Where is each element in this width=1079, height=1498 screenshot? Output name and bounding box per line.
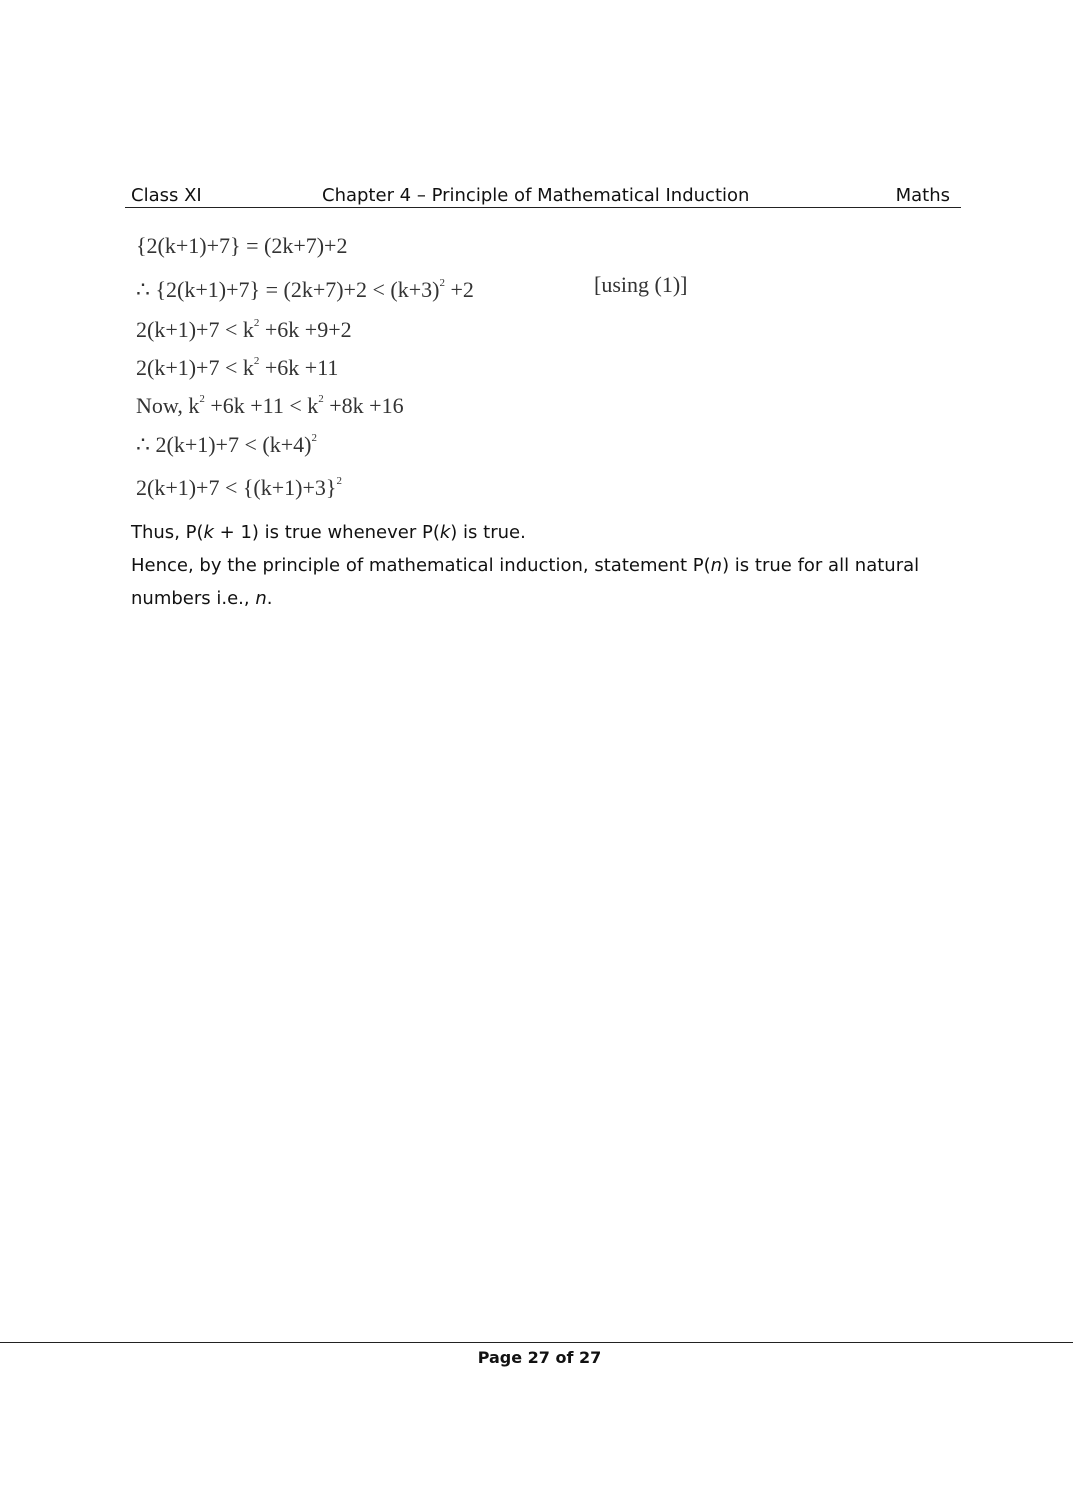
equation-6: ∴ $2(k+1)+7 < (k+4)^2$ (136, 431, 317, 457)
header-chapter: Chapter 4 – Principle of Mathematical Induction (322, 185, 750, 206)
equation-7: $2(k+1)+7 < \{(k+1)+3\}^2$ (136, 474, 342, 500)
page-number: Page 27 of 27 (477, 1348, 602, 1367)
equation-4: $2(k+1)+7 < k^2 +6k +11$ (136, 354, 339, 380)
equation-1: {2(k+1)+7} = (2k+7)+2 (136, 233, 348, 258)
header-class: Class XI (131, 185, 202, 206)
equation-3: $2(k+1)+7 < k^2 +6k +9+2$ (136, 316, 352, 342)
header-subject: Maths (895, 185, 950, 206)
equation-2: ∴ $\{2(k+1)+7\} = (2k+7)+2 < (k+3)^2 +2$ (136, 276, 474, 302)
footer-rule (0, 1342, 1073, 1343)
conclusion-line-3: numbers i.e., n. (131, 588, 273, 609)
equation-5: Now, $k^2 +6k +11 < k^2 +8k +16$ (136, 392, 404, 418)
conclusion-line-1: Thus, P(k + 1) is true whenever P(k) is true. (131, 522, 526, 543)
equation-2-note: [using (1)] (594, 272, 688, 297)
conclusion-line-2: Hence, by the principle of mathematical induction, statement P(n) is true for all natural (131, 555, 920, 576)
page-header (125, 183, 961, 208)
